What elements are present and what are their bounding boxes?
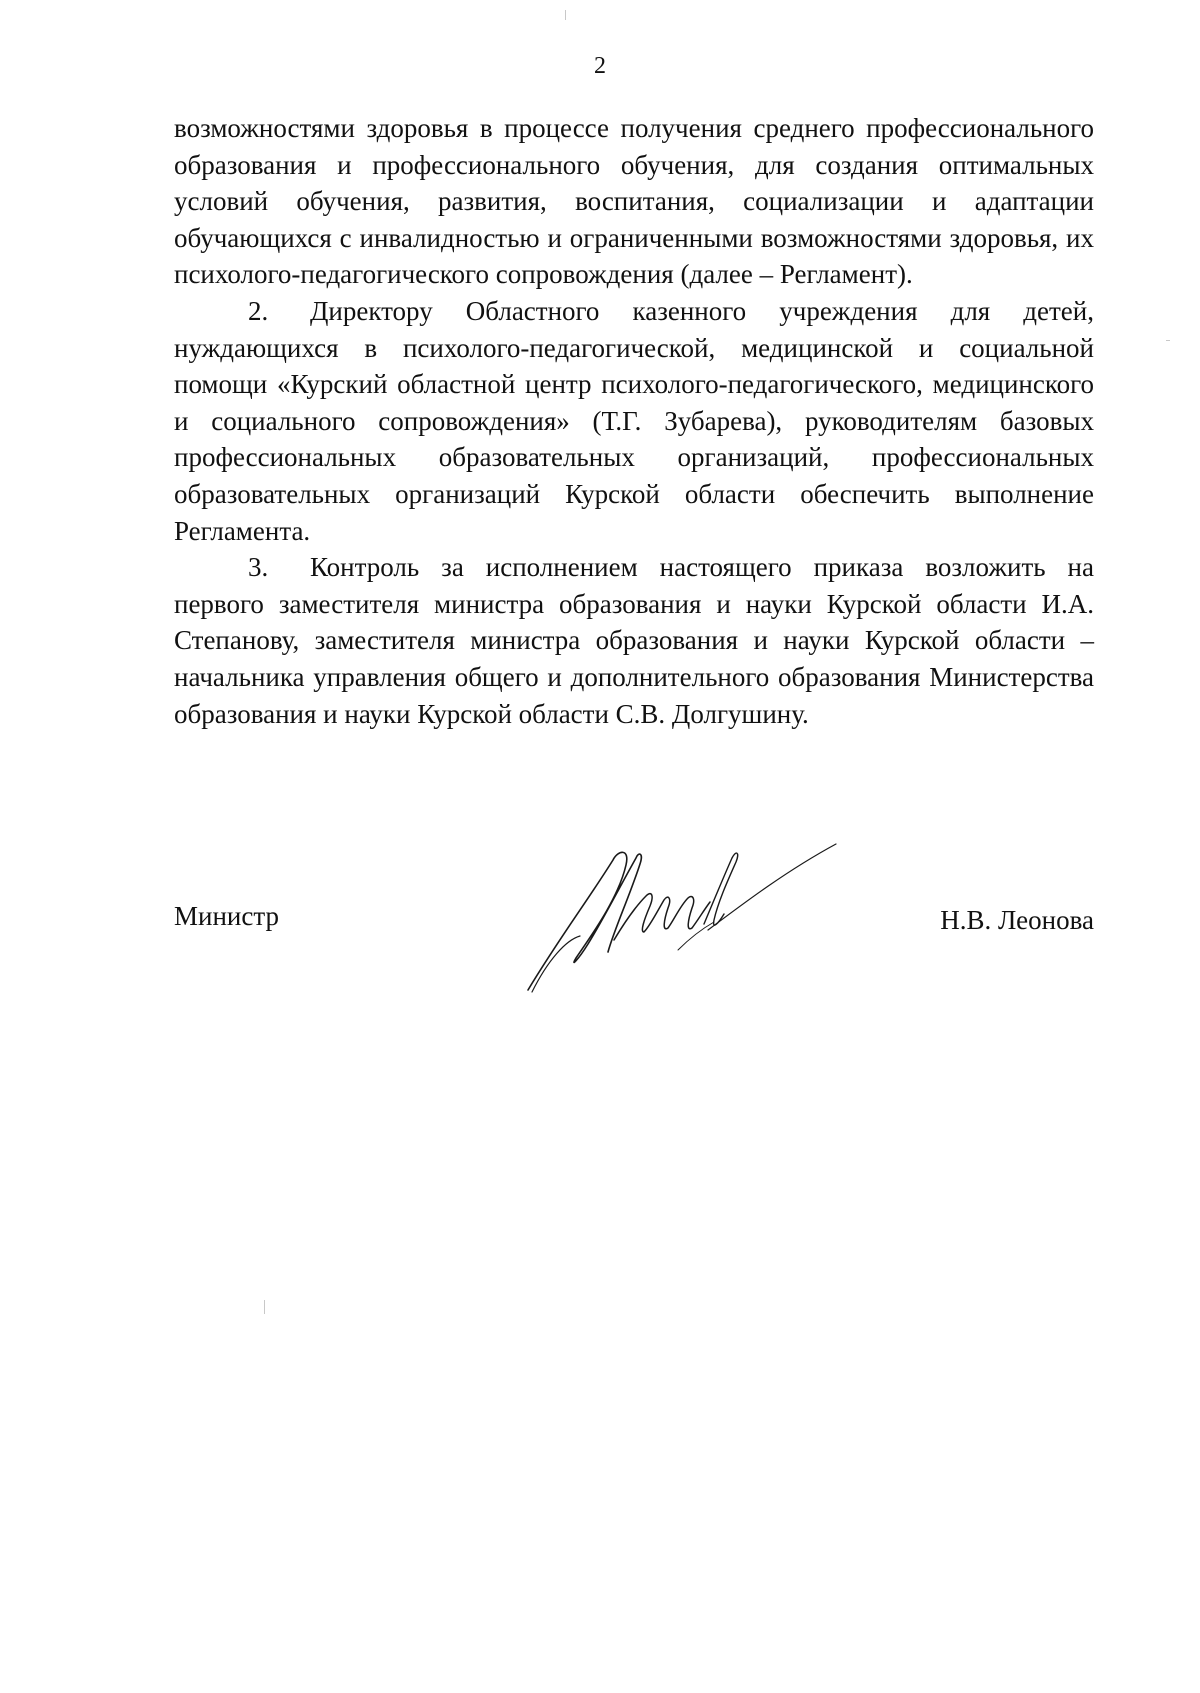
signatory-title: Министр [174,901,279,931]
scan-artifact [264,1300,265,1314]
signatory-name: Н.В. Леонова [940,905,1094,935]
scan-artifact [565,10,566,20]
page-number: 2 [594,53,606,79]
paragraph-2 [174,293,1094,549]
paragraph-2-number: 2. [248,295,269,326]
paragraph-3 [174,549,1094,732]
paragraph-3-number: 3. [248,552,269,583]
document-body [174,110,1094,732]
scan-artifact [1166,340,1170,341]
paragraph-1-continuation: возможностями здоровья в процессе получения среднего профессионального образования и профессионального обучения, для создания оптимальных условий обучения, развития, воспитания, социализации и адаптации обучающихся с инвалидностью и ограниченными возможностями здоровья, их психолого-педагогического сопровождения (далее – Регламент). [174,113,1094,290]
signature-block [174,840,1094,1000]
paragraph-2-text: Директору Областного казенного учреждения для детей, нуждающихся в психолого-педагогической, медицинской и социальной помощи «Курский областной центр психолого-педагогического, медицинского и социального сопровождения» (Т.Г. Зубарева), руководителям базовых профессиональных образовательных организаций, профессиональных образовательных организаций Курской области обеспечить выполнение Регламента. [174,295,1094,546]
handwritten-signature [518,840,838,1000]
paragraph-3-text: Контроль за исполнением настоящего приказа возложить на первого заместителя министра образования и науки Курской области И.А. Степанову, заместителя министра образования и науки Курской области – начальника управления общего и дополнительного образования Министерства образования и науки Курской области С.В. Долгушину. [174,552,1094,729]
